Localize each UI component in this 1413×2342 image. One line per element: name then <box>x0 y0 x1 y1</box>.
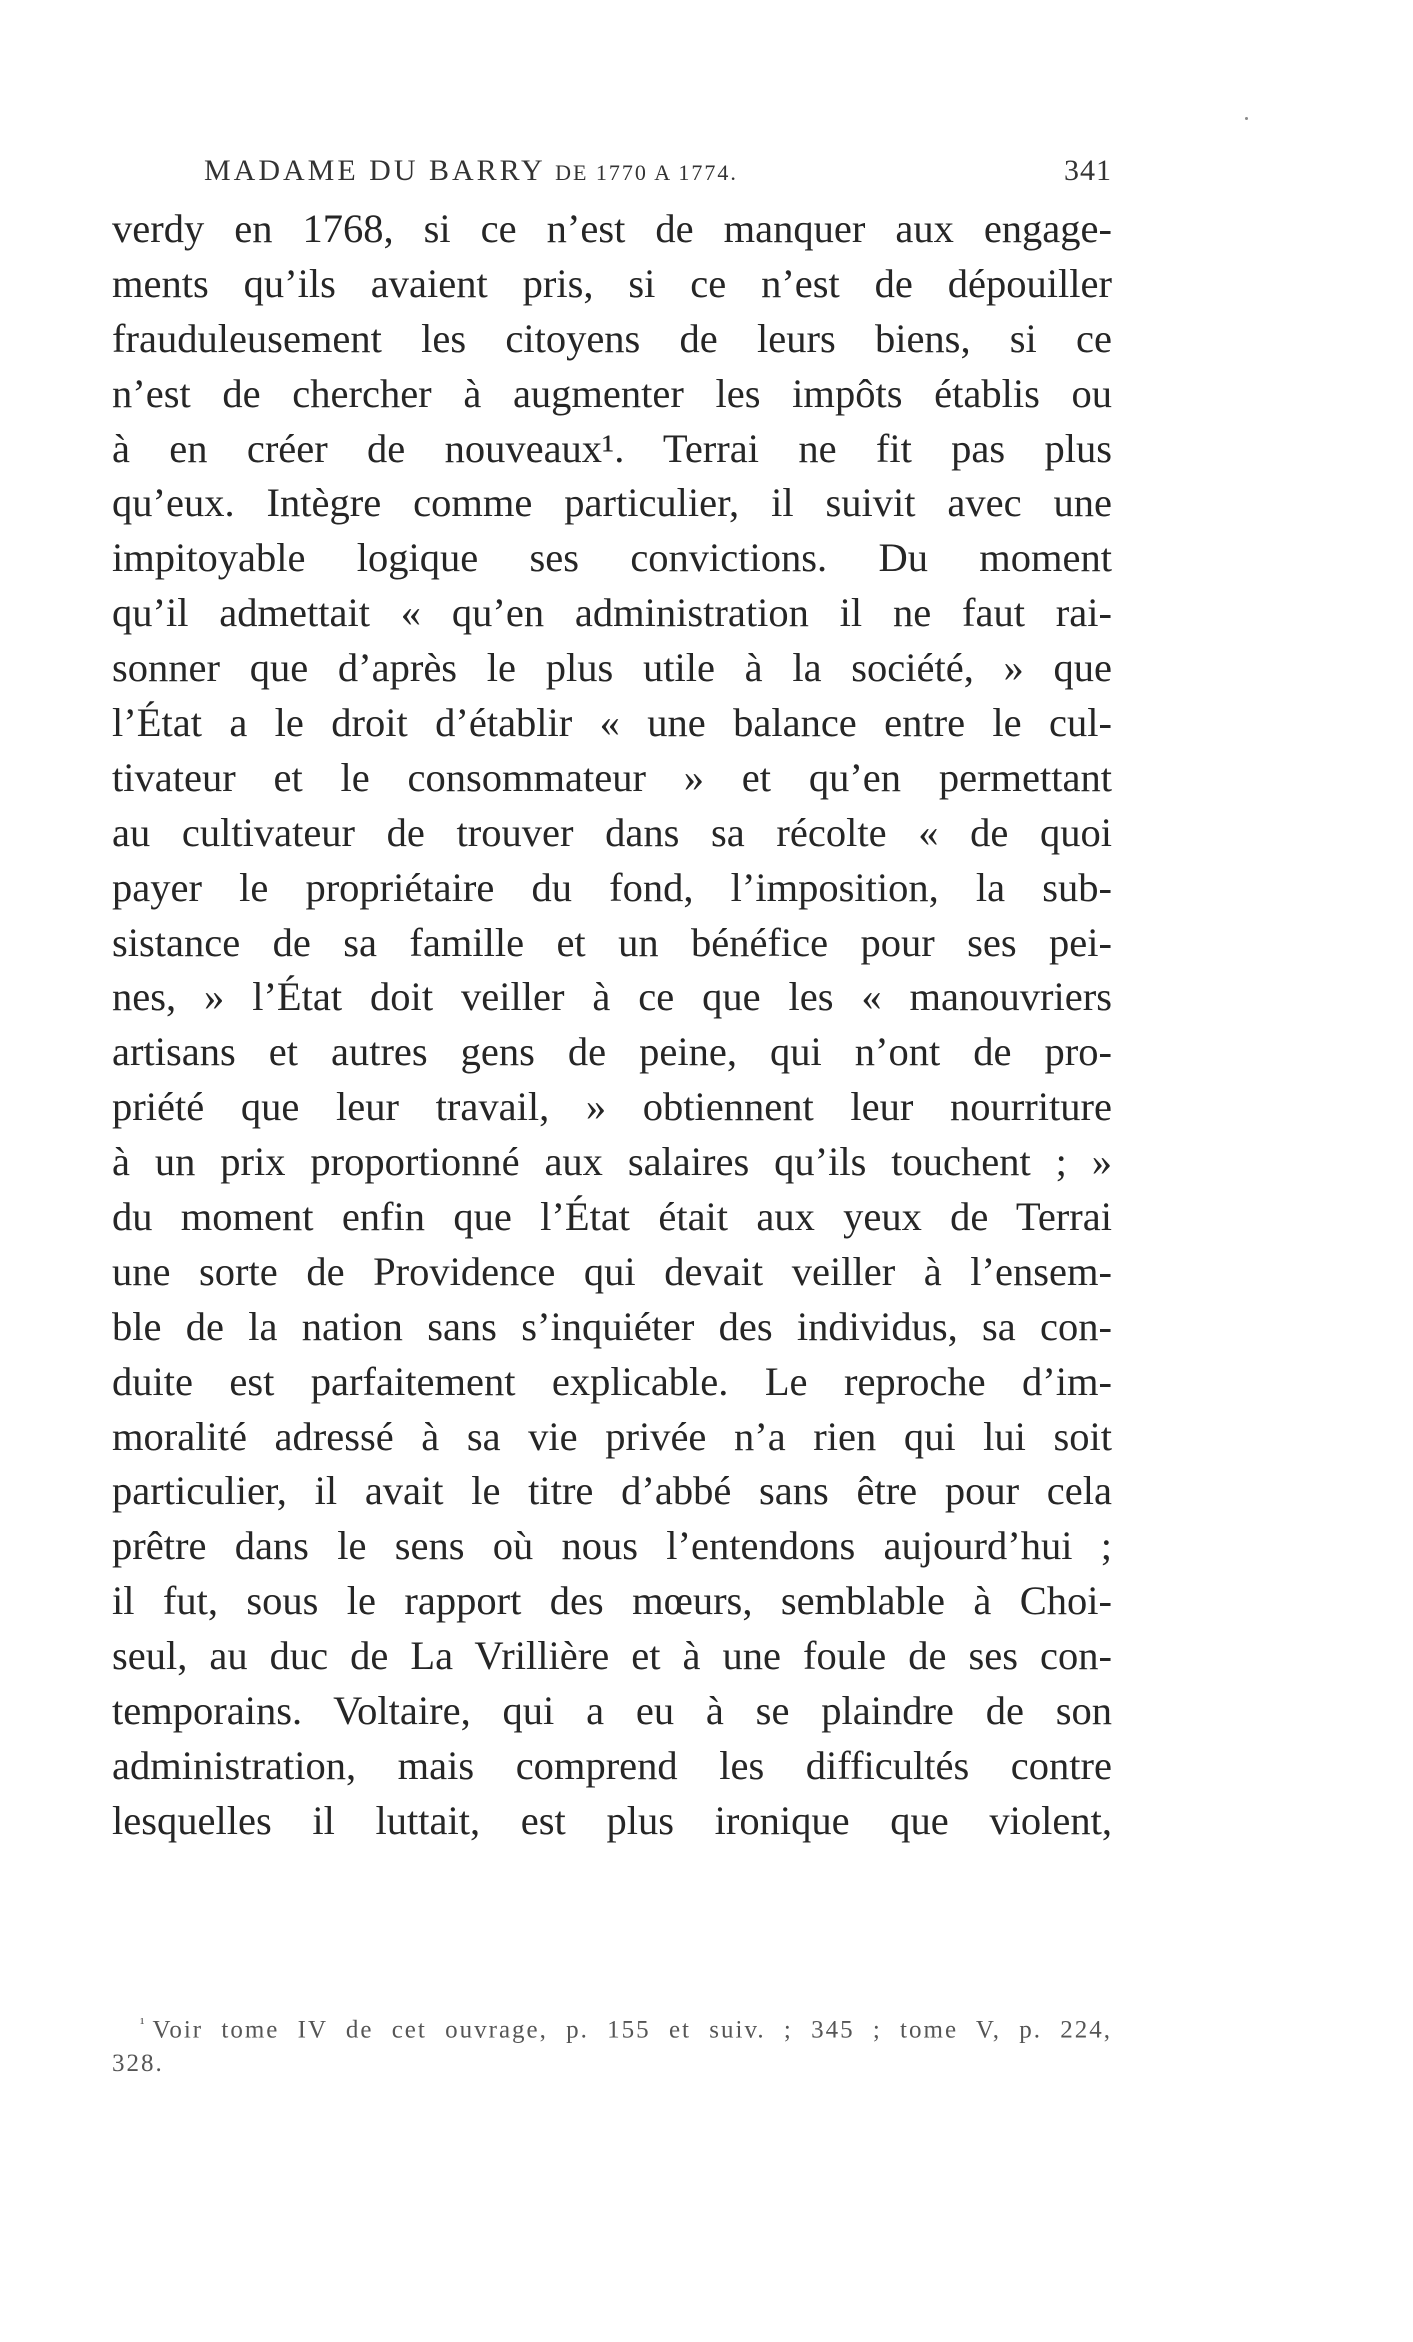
text-line: l’État a le droit d’établir « une balance entre le cul- <box>112 700 1112 746</box>
text-line: payer le propriétaire du fond, l’imposition, la sub- <box>112 864 1112 910</box>
text-line: qu’eux. Intègre comme particulier, il suivit avec une <box>112 480 1112 526</box>
body-text <box>112 202 1112 1849</box>
text-line: tivateur et le consommateur » et qu’en permettant <box>112 754 1112 800</box>
text-line: prêtre dans le sens où nous l’entendons aujourd’hui ; <box>112 1523 1112 1569</box>
text-line: n’est de chercher à augmenter les impôts établis ou <box>112 370 1112 416</box>
text-line: qu’il admettait « qu’en administration il ne faut rai- <box>112 590 1112 636</box>
text-line: administration, mais comprend les difficultés contre <box>112 1742 1112 1788</box>
text-line: particulier, il avait le titre d’abbé sans être pour cela <box>112 1468 1112 1514</box>
text-line: à en créer de nouveaux¹. Terrai ne fit pas plus <box>112 425 1112 471</box>
text-line: nes, » l’État doit veiller à ce que les « manouvriers <box>112 974 1112 1020</box>
running-head <box>112 154 1112 194</box>
running-title <box>204 154 738 188</box>
text-line: verdy en 1768, si ce n’est de manquer aux engage- <box>112 206 1112 251</box>
text-line: il fut, sous le rapport des mœurs, semblable à Choi- <box>112 1578 1112 1624</box>
text-line: du moment enfin que l’État était aux yeux de Terrai <box>112 1194 1112 1240</box>
running-title-dates: DE 1770 A 1774. <box>555 160 738 185</box>
text-line: à un prix proportionné aux salaires qu’ils touchent ; » <box>112 1139 1112 1185</box>
scan-speck <box>1245 117 1248 120</box>
footnote-line <box>112 2004 1112 2044</box>
text-line: ble de la nation sans s’inquiéter des individus, sa con- <box>112 1303 1112 1349</box>
text-line: frauduleusement les citoyens de leurs biens, si ce <box>112 315 1112 361</box>
text-line: moralité adressé à sa vie privée n’a rien qui lui soit <box>112 1413 1112 1459</box>
text-line: une sorte de Providence qui devait veiller à l’ensem- <box>112 1248 1112 1294</box>
text-line: seul, au duc de La Vrillière et à une foule de ses con- <box>112 1633 1112 1679</box>
running-title-main: MADAME DU BARRY <box>204 154 545 187</box>
footnote-marker: ¹ <box>140 2016 147 2032</box>
text-line: ments qu’ils avaient pris, si ce n’est de dépouiller <box>112 260 1112 306</box>
text-line: impitoyable logique ses convictions. Du moment <box>112 535 1112 581</box>
text-line: sistance de sa famille et un bénéfice pour ses pei- <box>112 919 1112 965</box>
page-number: 341 <box>1064 154 1112 187</box>
footnotes <box>112 2004 1112 2084</box>
text-line: artisans et autres gens de peine, qui n’ont de pro- <box>112 1029 1112 1075</box>
text-line: duite est parfaitement explicable. Le reproche d’im- <box>112 1358 1112 1404</box>
text-line: temporains. Voltaire, qui a eu à se plaindre de son <box>112 1688 1112 1734</box>
text-line: lesquelles il luttait, est plus ironique que violent, <box>112 1797 1112 1843</box>
text-line: sonner que d’après le plus utile à la société, » que <box>112 645 1112 691</box>
text-line: au cultivateur de trouver dans sa récolte « de quoi <box>112 809 1112 855</box>
text-line: priété que leur travail, » obtiennent leur nourriture <box>112 1084 1112 1130</box>
footnote-text: Voir tome IV de cet ouvrage, p. 155 et suiv. ; 345 ; tome V, p. 224, <box>152 2016 1112 2044</box>
footnote-line: 328. <box>112 2050 164 2077</box>
